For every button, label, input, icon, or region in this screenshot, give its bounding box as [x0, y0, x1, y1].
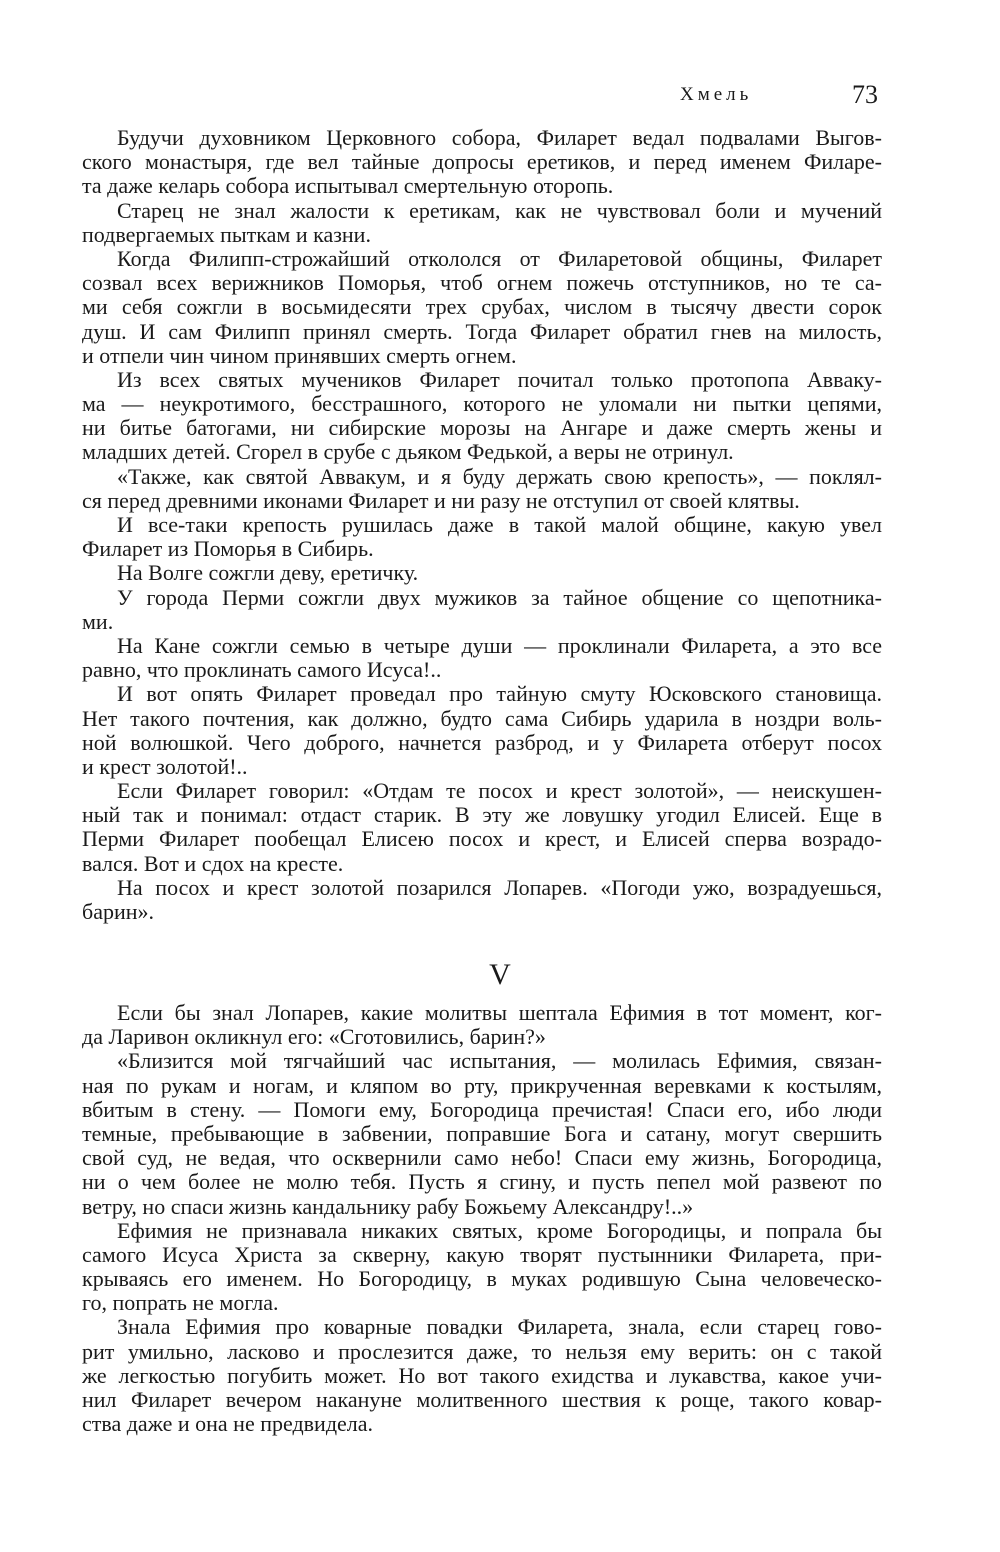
text-line: «Близится мой тягчайший час испытания, — молилась Ефимия, связан-: [117, 1048, 882, 1074]
text-line: ми.: [82, 608, 114, 634]
text-line: ма — неукротимого, бесстрашного, которого не уломали ни пытки цепями,: [82, 391, 882, 417]
paragraph: [82, 126, 882, 199]
text-line: Перми Филарет пообещал Елисею посох и крест, и Елисей сперва возрадо-: [82, 826, 882, 852]
paragraph: [82, 1315, 882, 1436]
paragraph: [82, 1219, 882, 1316]
text-line: ми себя сожгли в восьмидесяти трех срубах, числом в тысячу двести сорок: [82, 294, 882, 320]
text-line: темные, пребывающие в забвении, поправшие Бога и сатану, могут свершить: [82, 1120, 882, 1146]
text-line: свой суд, не ведая, что осквернили само небо! Спаси ему жизнь, Богородица,: [82, 1145, 882, 1171]
text-line: Если Филарет говорил: «Отдам те посох и крест золотой», — неискушен-: [117, 778, 882, 804]
text-line: ная по рукам и ногам, и кляпом во рту, прикрученная веревками к костылям,: [82, 1072, 882, 1098]
text-line: рит умильно, ласково и прослезится даже, то нельзя ему верить: он с такой: [82, 1338, 882, 1364]
text-line: ный так и понимал: отдаст старик. В эту же ловушку угодил Елисей. Еще в: [82, 802, 882, 828]
text-line: го, попрать не могла.: [82, 1290, 279, 1316]
text-line: ни о чем более не молю тебя. Пусть я сгину, и пусть пепел мой развеют по: [82, 1169, 882, 1195]
text-line: На Кане сожгли семью в четыре души — проклинали Филарета, а это все: [117, 632, 882, 658]
text-line: Старец не знал жалости к еретикам, как не чувствовал боли и мучений: [117, 197, 882, 223]
text-line: Ефимия не признавала никаких святых, кроме Богородицы, и попрала бы: [117, 1217, 882, 1243]
text-line: да Ларивон окликнул его: «Сготовились, барин?»: [82, 1024, 546, 1050]
section-1-text: [82, 126, 882, 924]
paragraph: [82, 682, 882, 779]
text-line: барин».: [82, 899, 155, 924]
text-line: душ. И сам Филипп принял смерть. Тогда Филарет обратил гнев на милость,: [82, 318, 882, 344]
paragraph: [82, 247, 882, 368]
text-line: та даже келарь собора испытывал смертельную оторопь.: [82, 173, 614, 199]
text-line: На посох и крест золотой позарился Лопарев. «Погоди ужо, возрадуешься,: [117, 874, 882, 900]
text-line: нил Филарет вечером накануне молитвенного шествия к роще, такого ковар-: [82, 1387, 882, 1412]
text-line: ной волюшкой. Чего доброго, начнется разброд, и у Филарета отберут посох: [82, 729, 882, 755]
paragraph: [82, 368, 882, 465]
paragraph: [82, 1049, 882, 1218]
text-line: ни битье батогами, ни сибирские морозы на Ангаре и даже смерть жены и: [82, 415, 882, 441]
text-line: «Также, как святой Аввакум, и я буду держать свою крепость», — поклял-: [117, 463, 882, 489]
paragraph: [82, 779, 882, 876]
text-line: созвал всех верижников Поморья, чтоб огнем пожечь отступников, но те са-: [82, 270, 882, 296]
text-line: Нет такого почтения, как должно, будто сама Сибирь ударила в ноздри воль-: [82, 705, 882, 731]
paragraph: [82, 634, 882, 682]
text-line: самого Исуса Христа за скверну, какую творят пустынники Филарета, при-: [82, 1241, 882, 1267]
text-line: На Волге сожгли деву, еретичку.: [117, 560, 419, 586]
text-line: И вот опять Филарет проведал про тайную смуту Юсковского становища.: [117, 681, 882, 707]
text-line: подвергаемых пыткам и казни.: [82, 221, 371, 247]
text-line: Филарет из Поморья в Сибирь.: [82, 536, 374, 562]
text-line: равно, что проклинать самого Исуса!..: [82, 657, 442, 683]
text-line: крываясь его именем. Но Богородицу, в муках родившую Сына человеческо-: [82, 1266, 882, 1292]
text-line: вался. Вот и сдох на кресте.: [82, 850, 344, 876]
text-line: Когда Филипп-строжайший откололся от Филаретовой общины, Филарет: [117, 245, 882, 271]
section-heading: V: [489, 958, 511, 991]
text-line: Если бы знал Лопарев, какие молитвы шептала Ефимия в тот момент, ког-: [117, 1000, 882, 1025]
page-number: 73: [852, 80, 878, 109]
text-line: ся перед древними иконами Филарет и ни разу не отступил от своей клятвы.: [82, 487, 800, 513]
section-2-text: [82, 1001, 882, 1436]
paragraph: [82, 561, 882, 585]
text-line: Будучи духовником Церковного собора, Филарет ведал подвалами Выгов-: [117, 125, 882, 150]
paragraph: [82, 513, 882, 561]
text-line: и отпели чин чином принявших смерть огнем.: [82, 342, 517, 368]
paragraph: [82, 465, 882, 513]
paragraph: [82, 876, 882, 924]
text-line: И все-таки крепость рушилась даже в такой малой общине, какую увел: [117, 512, 882, 537]
text-line: ства даже и она не предвидела.: [82, 1411, 374, 1437]
paragraph: [82, 586, 882, 634]
text-line: Из всех святых мучеников Филарет почитал только протопопа Аввaку-: [117, 366, 882, 392]
paragraph: [82, 1001, 882, 1049]
text-line: же легкостью погубить может. Но вот такого ехидства и лукавства, какое учи-: [82, 1362, 882, 1388]
text-line: Знала Ефимия про коварные повадки Филарета, знала, если старец гово-: [117, 1314, 882, 1340]
text-line: вбитым в стену. — Помоги ему, Богородица пречистая! Спаси его, ибо люди: [82, 1096, 882, 1122]
text-line: ветру, но спаси жизнь кандальнику рабу Божьему Александру!..»: [82, 1193, 694, 1219]
text-line: ского монастыря, где вел тайные допросы еретиков, и перед именем Филаре-: [82, 149, 882, 175]
text-line: младших детей. Сгорел в срубе с дьяком Федькой, а веры не отринул.: [82, 439, 734, 465]
text-line: и крест золотой!..: [82, 753, 248, 779]
running-title: Хмель: [680, 84, 753, 105]
text-line: У города Перми сожгли двух мужиков за тайное общение со щепотника-: [117, 584, 882, 610]
paragraph: [82, 199, 882, 247]
